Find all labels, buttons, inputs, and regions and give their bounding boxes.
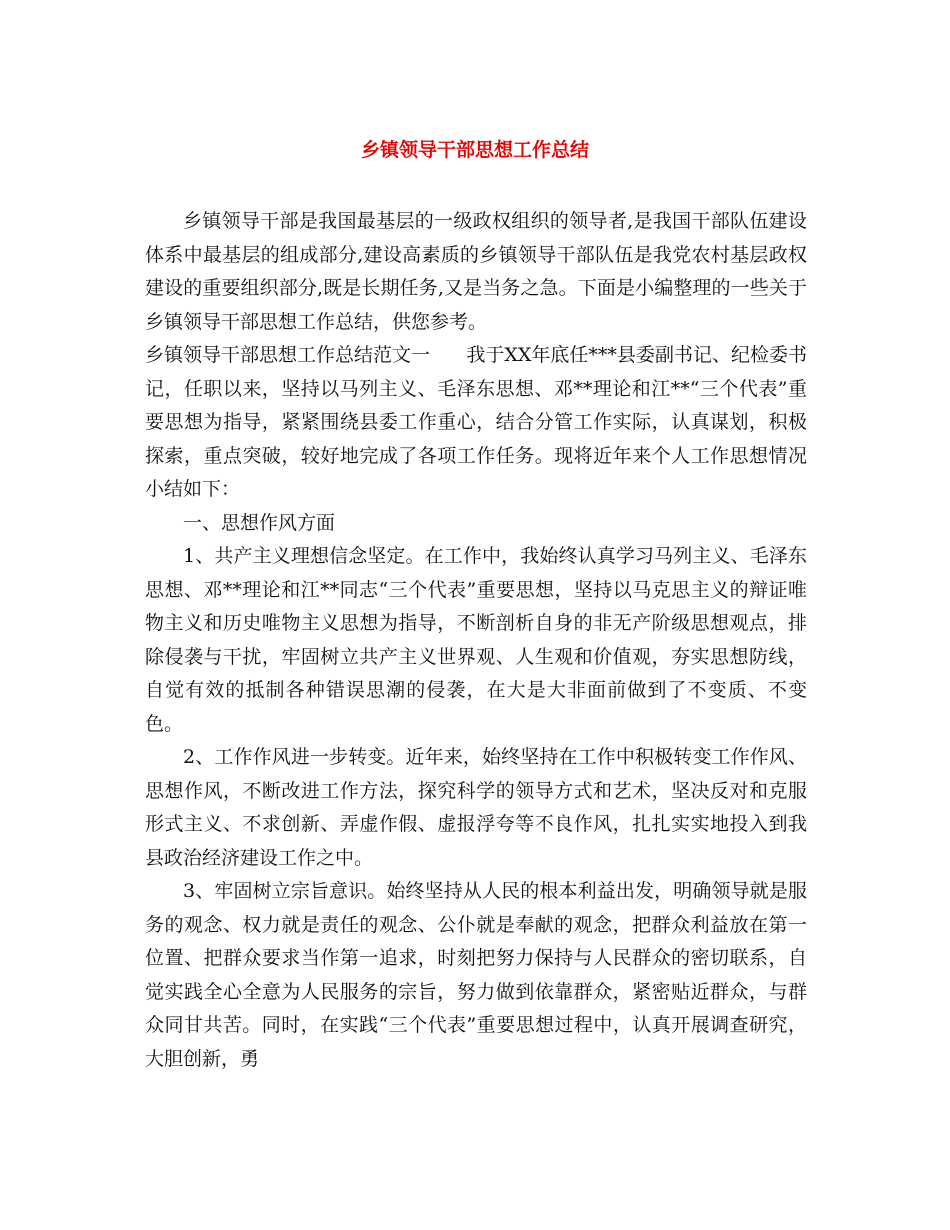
sample-text: 我于XX年底任***县委副书记、纪检委书记，任职以来，坚持以马列主义、毛泽东思想、邓**理论和江**“三个代表”重要思想为指导，紧紧围绕县委工作重心，结合分管工作实际，认真谋划，积极探索，重点突破，较好地完成了各项工作任务。现将近年来个人工作思想情况小结如下： [145,344,807,500]
sample-heading: 乡镇领导干部思想工作总结范文一 [145,344,431,366]
paragraph-item-1: 1、共产主义理想信念坚定。在工作中，我始终认真学习马列主义、毛泽东思想、邓**理论和江**同志“三个代表”重要思想，坚持以马克思主义的辩证唯物主义和历史唯物主义思想为指导，不断剖析自身的非无产阶级思想观点，排除侵袭与干扰，牢固树立共产主义世界观、人生观和价值观，夯实思想防线，自觉有效的抵制各种错误思潮的侵袭，在大是大非面前做到了不变质、不变色。 [145,545,807,735]
paragraph-intro: 乡镇领导干部是我国最基层的一级政权组织的领导者,是我国干部队伍建设体系中最基层的组成部分,建设高素质的乡镇领导干部队伍是我党农村基层政权建设的重要组织部分,既是长期任务,又是当务之急。下面是小编整理的一些关于乡镇领导干部思想工作总结，供您参考。 [145,210,807,333]
paragraph-item-2: 2、工作作风进一步转变。近年来，始终坚持在工作中积极转变工作作风、思想作风，不断改进工作方法，探究科学的领导方式和艺术，坚决反对和克服形式主义、不求创新、弄虚作假、虚报浮夸等不良作风，扎扎实实地投入到我县政治经济建设工作之中。 [145,746,807,869]
document-body [145,205,807,1076]
heading-gap [430,344,466,366]
document-title: 乡镇领导干部思想工作总结 [360,139,589,161]
section-heading-thought-style: 一、思想作风方面 [183,511,336,534]
paragraph-sample-one [145,339,807,507]
paragraph-item-3: 3、牢固树立宗旨意识。始终坚持从人民的根本利益出发，明确领导就是服务的观念、权力就是责任的观念、公仆就是奉献的观念，把群众利益放在第一位置、把群众要求当作第一追求，时刻把努力保持与人民群众的密切联系，自觉实践全心全意为人民服务的宗旨，努力做到依靠群众，紧密贴近群众，与群众同甘共苦。同时，在实践“三个代表”重要思想过程中，认真开展调查研究，大胆创新，勇 [145,880,807,1070]
